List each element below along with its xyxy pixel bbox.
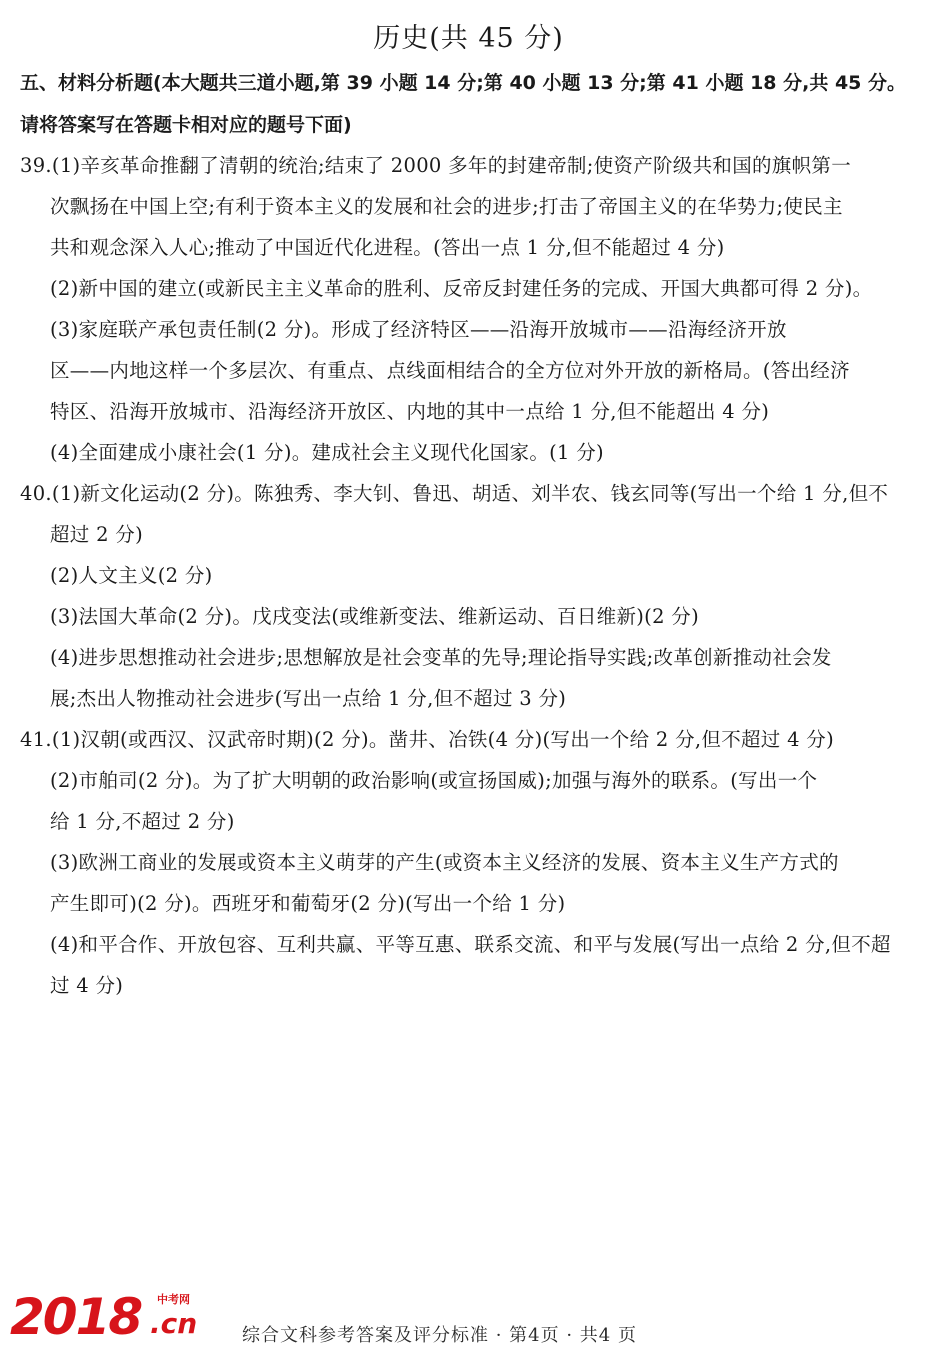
answer-line: 展;杰出人物推动社会进步(写出一点给 1 分,但不超过 3 分) (50, 687, 567, 710)
answer-line: (3)欧洲工商业的发展或资本主义萌芽的产生(或资本主义经济的发展、资本主义生产方式的 (50, 851, 839, 874)
section-header-line-2: 请将答案写在答题卡相对应的题号下面) (20, 114, 352, 136)
section-header-line-1: 五、材料分析题(本大题共三道小题,第 39 小题 14 分;第 40 小题 13 分;第 41 小题 18 分,共 45 分。 (20, 72, 907, 94)
answer-line: (4)和平合作、开放包容、互利共赢、平等互惠、联系交流、和平与发展(写出一点给 2 分,但不超 (50, 933, 891, 956)
answer-line: 产生即可)(2 分)。西班牙和葡萄牙(2 分)(写出一个给 1 分) (50, 892, 566, 915)
site-logo[interactable] (10, 1290, 210, 1344)
answer-line: 过 4 分) (50, 974, 124, 997)
page-footer: 综合文科参考答案及评分标准 · 第4页 · 共4 页 (242, 1325, 637, 1346)
answer-line: 共和观念深入人心;推动了中国近代化进程。(答出一点 1 分,但不能超过 4 分) (50, 236, 725, 259)
logo-domain-text: .cn (150, 1307, 198, 1340)
answer-line: 特区、沿海开放城市、沿海经济开放区、内地的其中一点给 1 分,但不能超出 4 分) (50, 400, 770, 423)
logo-main-text: 2018 (10, 1288, 142, 1346)
logo-sub-text: 中考网 (157, 1293, 190, 1306)
answer-line: (2)市舶司(2 分)。为了扩大明朝的政治影响(或宣扬国威);加强与海外的联系。(写出一个 (50, 769, 818, 792)
answer-line: 39.(1)辛亥革命推翻了清朝的统治;结束了 2000 多年的封建帝制;使资产阶级共和国的旗帜第一 (20, 154, 851, 177)
answer-line: 给 1 分,不超过 2 分) (50, 810, 235, 833)
answer-line: (4)全面建成小康社会(1 分)。建成社会主义现代化国家。(1 分) (50, 441, 604, 464)
answer-line: (2)新中国的建立(或新民主主义革命的胜利、反帝反封建任务的完成、开国大典都可得 2 分)。 (50, 277, 873, 300)
answer-line: 区——内地这样一个多层次、有重点、点线面相结合的全方位对外开放的新格局。(答出经济 (50, 359, 850, 382)
answer-line: 41.(1)汉朝(或西汉、汉武帝时期)(2 分)。凿井、冶铁(4 分)(写出一个给 2 分,但不超过 4 分) (20, 728, 835, 751)
answer-line: (3)法国大革命(2 分)。戊戌变法(或维新变法、维新运动、百日维新)(2 分) (50, 605, 699, 628)
answer-line: 次飘扬在中国上空;有利于资本主义的发展和社会的进步;打击了帝国主义的在华势力;使民主 (50, 195, 843, 218)
answer-line: (4)进步思想推动社会进步;思想解放是社会变革的先导;理论指导实践;改革创新推动社会发 (50, 646, 832, 669)
answer-line: 超过 2 分) (50, 523, 144, 546)
answer-line: 40.(1)新文化运动(2 分)。陈独秀、李大钊、鲁迅、胡适、刘半农、钱玄同等(写出一个给 1 分,但不 (20, 482, 889, 505)
page-title: 历史(共 45 分) (373, 23, 564, 54)
answer-line: (2)人文主义(2 分) (50, 564, 213, 587)
answer-line: (3)家庭联产承包责任制(2 分)。形成了经济特区——沿海开放城市——沿海经济开放 (50, 318, 787, 341)
